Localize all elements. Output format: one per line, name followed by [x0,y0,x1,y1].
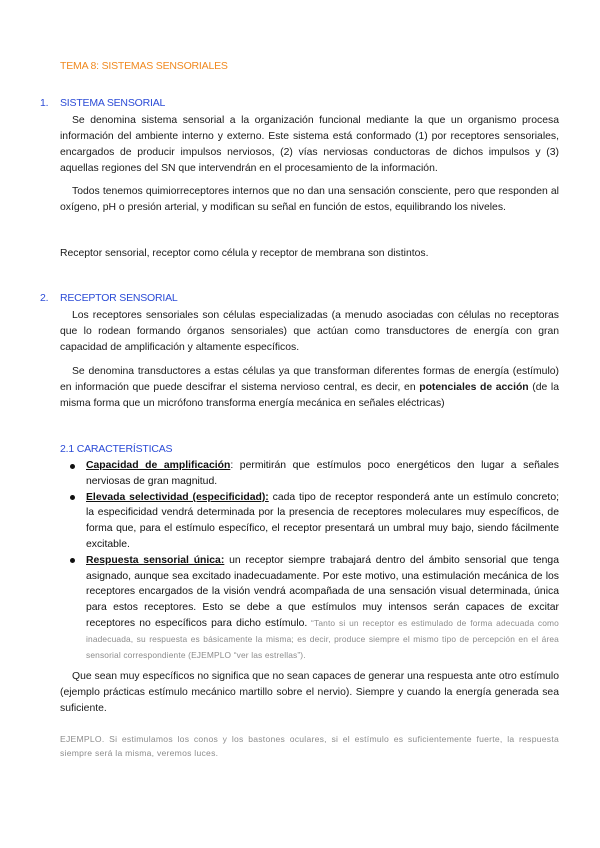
bullet-dot-icon [70,495,75,500]
example-note: EJEMPLO. Si estimulamos los conos y los bastones oculares, si el estímulo es suficientemente fuerte, la respuesta siempre será la misma, veremos luces. [60,733,559,758]
section-1-title: SISTEMA SENSORIAL [60,97,166,109]
bullet-3-label: Respuesta sensorial única: [86,554,225,566]
section-2-paragraph-2-start: Se denomina transductores a estas células ya que transforman diferentes formas de energía (estímulo) en información que puede descifrar el sistema nervioso central, es decir, en [60,366,559,394]
subsection-2-1-heading: 2.1 CARACTERÍSTICAS [60,443,173,455]
section-2-paragraph-1: Los receptores sensoriales son células especializadas (a menudo asociadas con células no receptoras que lo rodean formando órganos sensoriales) que actúan como transductores de energía con gran capacidad de amplificación y altamente específicos. [60,310,559,353]
section-1-paragraph-1: Se denomina sistema sensorial a la organización funcional mediante la que un organismo procesa información del ambiente interno y externo. Este sistema está conformado (1) por receptores sensoriales, encargados de producir impulsos nerviosos, (2) vías nerviosas conductoras de dichos impulsos y (3) aquellas regiones del SN que intervendrán en el procesamiento de la información. [60,115,559,174]
section-1-paragraph-2: Todos tenemos quimiorreceptores internos que no dan una sensación consciente, pero que responden al oxígeno, pH o presión arterial, y modifican su señal en función de estos, equilibrando los niveles. [60,186,559,214]
bullet-dot-icon [70,558,75,563]
section-2-heading [40,292,178,304]
bullet-3-text: un receptor siempre trabajará dentro del ámbito sensorial que tenga asignado, aunque sea excitado inadecuadamente. Por este motivo, una estimulación mecánica de los receptores encargados de la visión vendrá acompañada de una sensación visual determinada, única para estos receptores. Esto se debe a que estímulos muy intensos serán capaces de excitar receptores no específicos para dicho estímulo. [86,554,559,629]
characteristics-list [70,458,559,663]
section-2-title: RECEPTOR SENSORIAL [60,292,178,304]
section-1-number: 1. [40,97,49,109]
list-item [70,458,559,490]
specificity-paragraph: Que sean muy específicos no significa que no sean capaces de generar una respuesta ante otro estímulo (ejemplo prácticas estímulo mecánico martillo sobre el nervio). Siempre y cuando la energía generada sea suficiente. [60,671,559,714]
list-item [70,553,559,664]
section-1-heading [40,97,165,109]
bullet-2-label: Elevada selectividad (especificidad): [86,491,269,503]
section-2-number: 2. [40,292,49,304]
bullet-1-label: Capacidad de amplificación [86,460,231,471]
section-2-paragraph-2 [60,364,559,411]
list-item [70,490,559,553]
document-title: TEMA 8: SISTEMAS SENSORIALES [60,60,228,72]
bullet-1-text: : permitirán que estímulos poco energéticos den lugar a señales nerviosas de gran magnitud. [86,460,559,487]
section-1-paragraph-3: Receptor sensorial, receptor como célula y receptor de membrana son distintos. [60,248,429,260]
bullet-3-note: “Tanto si un receptor es estimulado de forma adecuada como inadecuada, su respuesta es básicamente la misma; es decir, produce siempre el mismo tipo de percepción en el área sensorial correspondiente (EJEMPLO “ver las estrellas”). [86,617,559,660]
bullet-2-text: cada tipo de receptor responderá ante un estímulo concreto; la especificidad vendrá determinada por la presencia de receptores moleculares muy específicos, de forma que, para el estímulo específico, el receptor presentará un umbral muy bajo, siendo fácilmente excitable. [86,491,559,550]
bullet-dot-icon [70,464,75,469]
section-2-paragraph-2-end: (de la misma forma que un micrófono transforma energía mecánica en señales eléctricas) [60,382,559,409]
potenciales-de-accion-bold: potenciales de acción [419,382,529,394]
